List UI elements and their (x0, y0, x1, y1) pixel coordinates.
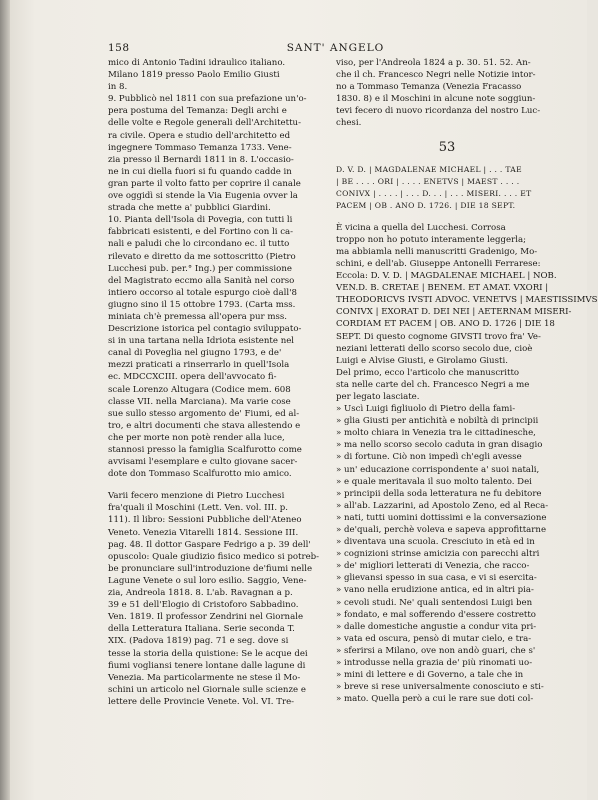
text-line: be pronunciare sull'introduzione de'fiumi nelle (108, 563, 313, 574)
text-line: zia presso il Bernardi 1811 in 8. L'occasio- (108, 154, 294, 165)
quote-line: » e quale meritavala il suo molto talento. Dei (336, 476, 532, 487)
text-line: che il ch. Francesco Negri nelle Notizie intor- (336, 70, 536, 81)
text-line: schini un articolo nel Giornale sulle scienze e (108, 684, 306, 695)
text-line: fra'quali il Moschini (Lett. Ven. vol. III. p. (108, 503, 289, 514)
text-line: opuscolo: Quale giudizio fisico medico si potreb- (108, 551, 320, 562)
text-line: 9. Pubblicò nel 1811 con sua prefazione un'o- (108, 94, 307, 105)
text-line: viso, per l'Andreola 1824 a p. 30. 51. 52. An- (336, 58, 531, 68)
text-line: Descrizione istorica pel contagio sviluppato- (108, 324, 302, 335)
quote-line: » principii della soda letteratura ne fu debitore (336, 488, 542, 499)
text-line: ingegnere Tommaso Temanza 1733. Vene- (108, 142, 292, 153)
text-line: 1830. 8) e il Moschini in alcune note soggiun- (336, 94, 536, 105)
text-line: Del primo, ecco l'articolo che manuscritto (336, 367, 520, 378)
text-line: classe VII. nella Marciana). Ma varie cose (108, 396, 291, 407)
text-line: neziani letterati dello scorso secolo due, cioè (336, 343, 533, 354)
running-title: SANT' ANGELO (286, 42, 385, 54)
quote-line: » mato. Quella però a cui le rare sue doti col- (336, 694, 534, 705)
text-line: 111). Il libro: Sessioni Pubbliche dell'Ateneo (108, 515, 302, 526)
right-column (336, 57, 598, 705)
text-line: per legato lasciate. (336, 391, 420, 402)
quote-line: » diventava una scuola. Cresciuto in età ed in (336, 537, 535, 548)
quote-line: » glia Giusti per antichità e nobiltà di principii (336, 416, 539, 427)
text-line: rilevato e diretto da me sottoscritto (Pietro (108, 251, 296, 262)
text-line: Lagune Venete o sul loro esilio. Saggio, Vene- (108, 575, 307, 586)
text-line: in 8. (108, 82, 128, 93)
text-line: CORDIAM ET PACEM | OB. ANO D. 1726 | DIE 18 (336, 319, 555, 330)
text-line: delle volte e Regole generali dell'Architettu- (108, 118, 301, 129)
text-line: SEPT. Di questo cognome GIVSTI trovo fra' Ve- (336, 331, 541, 342)
quote-line: » ma nello scorso secolo caduta in gran disagio (336, 440, 543, 451)
text-line: VEN.D. B. CRETAE | BENEM. ET AMAT. VXORI | (336, 283, 549, 294)
quote-line: » cognizioni strinse amicizia con parecchi altri (336, 549, 540, 560)
text-line: ma abbiamla nelli manuscritti Gradenigo, Mo- (336, 246, 538, 257)
text-line: nali e paludi che lo circondano ec. il tutto (108, 239, 290, 250)
text-line: tro, e altri documenti che stava allestendo e (108, 420, 301, 431)
text-line: strada che mette a' pubblici Giardini. (108, 203, 271, 214)
text-line: Ven. 1819. Il professor Zendrini nel Giornale (108, 612, 304, 623)
text-line: THEODORICVS IVSTI ADVOC. VENETVS | MAESTISSIMVS (336, 295, 598, 306)
quote-line: » fondato, e mal sofferendo d'essere costretto (336, 609, 536, 620)
quote-line: » cevoli studi. Ne' quali sentendosi Luigi ben (336, 597, 533, 608)
quote-line: » un' educazione corrispondente a' suoi natali, (336, 464, 540, 475)
text-line: no a Tommaso Temanza (Venezia Fracasso (336, 82, 522, 93)
text-line: giugno sino il 15 ottobre 1793. (Carta mss. (108, 299, 296, 310)
paragraph-gap (336, 212, 558, 222)
text-line: chesi. (336, 118, 362, 129)
text-line: sta nelle carte del ch. Francesco Negri a me (336, 379, 530, 390)
quote-line: » glievansi spesso in sua casa, e vi si esercita- (336, 573, 537, 584)
inscription-line: PACEM | OB . ANO D. 1726. | DIE 18 SEPT. (336, 200, 516, 210)
text-line: Lucchesi pub. per.° Ing.) per commissione (108, 263, 292, 274)
quote-line: » de'quali, perchè voleva e sapeva approfittarne (336, 525, 547, 535)
text-line: lettere delle Provincie Venete. Vol. VI. Tre- (108, 696, 295, 707)
text-line: CONIVX | EXORAT D. DEI NEI | AETERNAM MISERI- (336, 307, 572, 318)
text-line: che per morte non potè render alla luce, (108, 432, 285, 443)
text-line: Milano 1819 presso Paolo Emilio Giusti (108, 70, 280, 81)
text-line: tevi fecero di nuovo ricordanza del nostro Luc- (336, 106, 541, 117)
quote-line: » introdusse nella grazia de' più rinomati uo- (336, 658, 533, 669)
text-line: Veneto. Venezia Vitarelli 1814. Sessione III. (108, 527, 299, 538)
paragraph-gap (108, 480, 326, 490)
left-column (108, 57, 326, 708)
quote-line: » all'ab. Lazzarini, ad Apostolo Zeno, ed al Reca- (336, 500, 549, 511)
text-line: avvisami l'esemplare e culto giovane sacer- (108, 457, 298, 468)
quote-line: » vano nella erudizione antica, ed in altri pia- (336, 585, 534, 596)
inscription-line: CONIVX | . . . . | . . . D. . . | . . . MISERI. . . . ET (336, 188, 532, 198)
text-line: canal di Poveglia nel giugno 1793, e de' (108, 348, 282, 359)
text-line: schini, e dell'ab. Giuseppe Antonelli Ferrarese: (336, 258, 541, 269)
text-line: XIX. (Padova 1819) pag. 71 e seg. dove si (108, 636, 289, 647)
inscription-line: D. V. D. | MAGDALENAE MICHAEL | . . . TAE (336, 164, 522, 174)
text-line: pera postuma del Temanza: Degli archi e (108, 106, 287, 117)
text-line: ec. MDCCXCIII. opera dell'avvocato fi- (108, 372, 277, 383)
text-line: ra civile. Opera e studio dell'architetto ed (108, 130, 291, 141)
text-line: zia, Andreola 1818. 8. L'ab. Ravagnan a p. (108, 588, 293, 599)
quote-line: » molto chiara in Venezia tra le cittadinesche, (336, 428, 536, 439)
text-line: È vicina a quella del Lucchesi. Corrosa (336, 222, 506, 233)
page-binding-edge (0, 0, 10, 800)
quote-line: » dalle domestiche angustie a condur vita pri- (336, 621, 537, 632)
text-line: fiumi vogliansi tenere lontane dalle lagune di (108, 660, 306, 671)
text-line: scale Lorenzo Altugara (Codice mem. 608 (108, 384, 291, 395)
quote-line: » Uscì Luigi figliuolo di Pietro della fami- (336, 404, 516, 415)
quote-line: » vata ed oscura, pensò di mutar cielo, e tra- (336, 633, 532, 644)
quote-line: » sferirsi a Milano, ove non andò guari, che s' (336, 645, 536, 656)
text-line: Varii fecero menzione di Pietro Lucchesi (108, 491, 285, 502)
page-header (108, 42, 563, 58)
quote-line: » de' migliori letterati di Venezia, che racco- (336, 561, 530, 572)
text-line: mezzi praticati a rinserrarlo in quell'Isola (108, 360, 290, 371)
text-line: del Magistrato eccmo alla Sanità nel corso (108, 275, 295, 286)
entry-number: 53 (438, 139, 456, 155)
text-line: sue sullo stesso argomento de' Fiumi, ed al- (108, 408, 300, 419)
text-line: troppo non ho potuto interamente leggerla; (336, 234, 526, 245)
text-line: 10. Pianta dell'Isola di Povegia, con tutti li (108, 215, 293, 226)
text-line: dote don Tommaso Scalfurotto mio amico. (108, 469, 292, 480)
text-line: tesse la storia della quistione: Se le acque dei (108, 648, 308, 659)
text-line: stannosi presso la famiglia Scalfurotto come (108, 445, 302, 455)
text-line: Luigi e Alvise Giusti, e Girolamo Giusti. (336, 355, 508, 366)
text-line: pag. 48. Il dottor Gaspare Fedrigo a p. 39 dell' (108, 539, 311, 550)
text-line: ove oggidì si stende la Via Eugenia ovver la (108, 191, 298, 202)
text-line: della Letteratura Italiana. Serie seconda T. (108, 624, 295, 635)
text-line: miniata ch'è premessa all'opera pur mss. (108, 311, 288, 322)
quote-line: » mini di lettere e di Governo, a tale che in (336, 670, 524, 681)
page-number: 158 (108, 42, 130, 54)
text-line: ne in cui diella fuori si fu quando cadde in (108, 166, 292, 177)
text-line: Eccola: D. V. D. | MAGDALENAE MICHAEL | NOB. (336, 271, 557, 282)
text-line: si in una tartana nella Idriota esistente nel (108, 336, 295, 347)
text-line: 39 e 51 dell'Elogio di Cristoforo Sabbadino. (108, 600, 299, 611)
quote-line: » di fortune. Ciò non impedì ch'egli avesse (336, 452, 522, 463)
quote-line: » breve si rese universalmente conosciuto e sti- (336, 682, 544, 693)
quote-line: » nati, tutti uomini dottissimi e la conversazione (336, 512, 547, 523)
text-line: fabbricati esistenti, e del Fortino con li ca- (108, 227, 294, 238)
text-line: mico di Antonio Tadini idraulico italiano. (108, 58, 286, 68)
text-line: Venezia. Ma particolarmente ne stese il Mo- (108, 672, 301, 683)
text-line: gran parte il volto fatto per coprire il canale (108, 178, 301, 189)
inscription-line: | BE . . . . ORI | . . . . ENETVS | MAEST . . . . (336, 176, 520, 186)
text-line: intiero occorso al totale espurgo cioè dall'8 (108, 287, 297, 298)
